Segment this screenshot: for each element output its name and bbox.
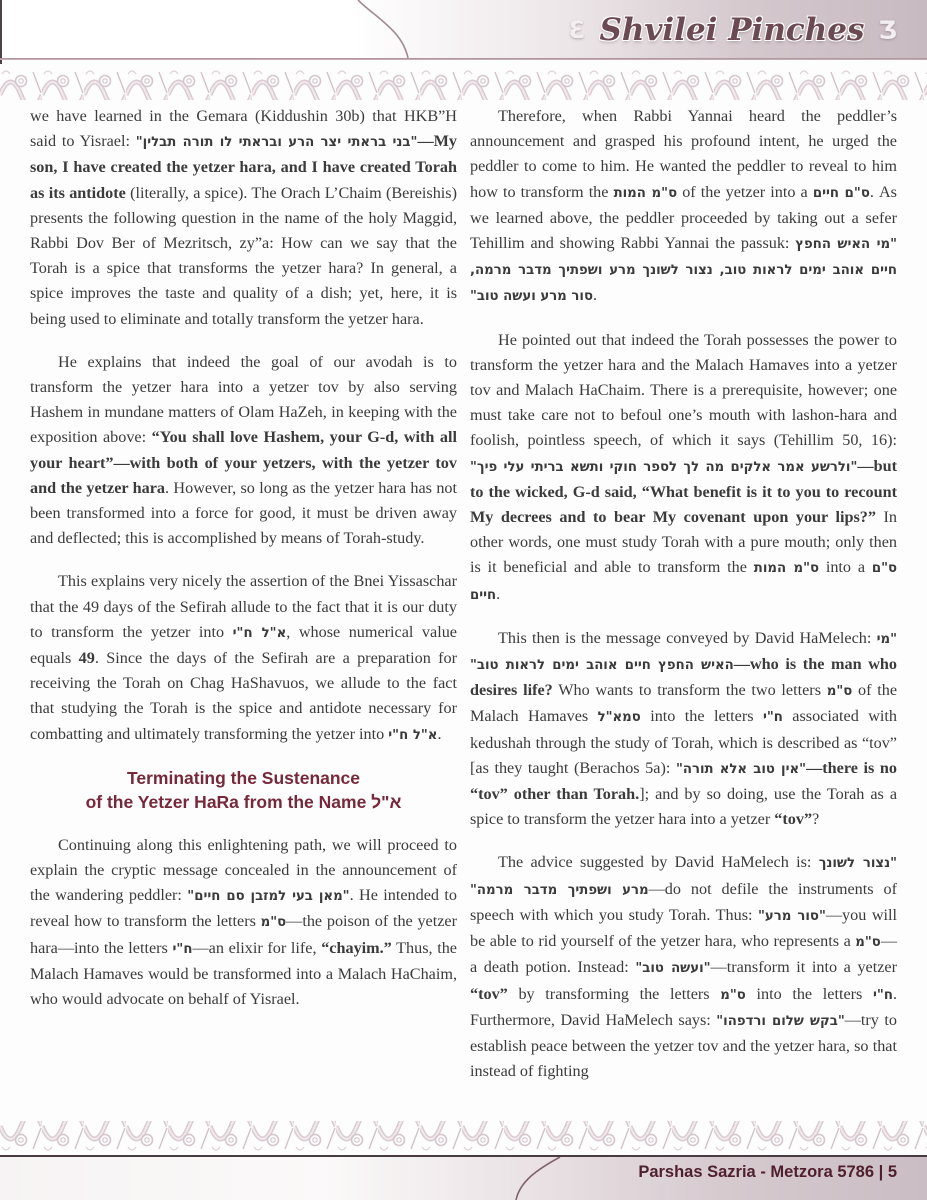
swirl-right-icon: Ʒ — [878, 16, 897, 44]
hebrew-text-run: ס"מ — [720, 987, 746, 1003]
text-run: ]; and by so doing, use the Torah as a spice to transform the yetzer hara into a yetzer — [470, 785, 898, 829]
text-run: The advice suggested by David HaMelech is: — [498, 853, 819, 872]
text-run: —you will be able to rid yourself of the yetzer hara, who represents a — [470, 905, 897, 951]
text-run: , whose numerical value equals — [30, 622, 457, 668]
text-run: He explains that indeed the goal of our avodah is to transform the yetzer hara into a yetzer tov by also serving Hashem in mundane matters of Olam HaZeh, in keeping with the exposition above: — [30, 352, 457, 447]
text-run: associated with kedushah through the study of Torah, which is described as “tov” [as they taught (Berachos 5a): — [470, 707, 897, 777]
text-run: Who wants to transform the two letters — [552, 681, 827, 700]
bold-text-run: “chayim.” — [321, 938, 392, 957]
paragraph — [470, 104, 897, 310]
hebrew-text-run: א"ל ח"י — [232, 625, 287, 641]
text-run: This explains very nicely the assertion of the Bnei Yissaschar that the 49 days of the Sefirah allude to the fact that it is our duty to transform the yetzer into — [30, 572, 457, 641]
text-run: . — [496, 584, 501, 603]
paragraph — [30, 350, 457, 552]
bold-text-run: —My son, I have created the yetzer hara, and I have created Torah as its antidote — [30, 132, 457, 202]
text-run: by transforming the letters — [507, 984, 721, 1003]
hebrew-text-run: "מי האיש החפץ חיים אוהב ימים לראות טוב" — [470, 631, 897, 674]
text-run: He pointed out that indeed the Torah possesses the power to transform the yetzer hara and the Malach Hamaves into a yetzer tov and Malach HaChaim. There is a prerequisite, however; one must take care not to befoul one’s mouth with lashon-hara and foolish, pointless speech, of which it says (Tehillim 50, 16): — [470, 330, 897, 450]
section-heading — [30, 766, 457, 815]
text-run: . — [592, 286, 598, 305]
hebrew-text-run: "בני בראתי יצר הרע ובראתי לו תורה תבלין" — [135, 135, 418, 151]
text-run: into the letters — [745, 984, 874, 1003]
lace-border-bottom — [0, 1121, 927, 1155]
paragraph — [470, 328, 897, 608]
paragraph — [30, 569, 457, 747]
text-run: we have learned in the Gemara (Kiddushin 30b) that HKB”H said to Yisrael: — [30, 107, 457, 151]
hebrew-text-run: "מי האיש החפץ חיים אוהב ימים לראות טוב, נצור לשונך מרע ושפתיך מדבר מרמה, סור מרע ועשה טוב" — [470, 237, 897, 305]
hebrew-text-run: ח"י — [873, 987, 893, 1003]
section-heading-line: Terminating the Sustenance — [126, 767, 361, 788]
text-run: (literally, a spice). The Orach L’Chaim (Bereishis) presents the following question in the name of the holy Maggid, Rabbi Dov Ber of Mezritsch, zy”a: How can we say that the Torah is a spice that transforms the yetzer hara? In general, a spice improves the taste and quality of a dish; yet, here, it is being used to eliminate and totally transform the yetzer hara. — [30, 183, 457, 328]
text-run: of the Malach Hamaves — [470, 681, 897, 726]
bold-text-run: —there is no “tov” other than Torah. — [470, 758, 897, 804]
text-run: . He intended to reveal how to transform the letters — [30, 886, 457, 931]
text-run: Thus, the Malach Hamaves would be transformed into a Malach HaChaim, who would advocate on behalf of Yisrael. — [30, 938, 457, 1009]
hebrew-text-run: ס"מ המות — [753, 561, 820, 577]
hebrew-text-run: ס"מ המות — [613, 185, 678, 201]
text-run: —transform it into a yetzer — [710, 958, 897, 977]
swirl-left-icon: Ɛ — [568, 16, 586, 44]
hebrew-text-run: ס"מ — [826, 684, 853, 700]
article-body — [30, 104, 897, 1120]
bold-text-run: 49 — [78, 649, 95, 668]
text-run: . However, so long as the yetzer hara has not been transformed into a force for good, it must be driven away and deflected; this is accomplished by means of Torah-study. — [30, 478, 458, 548]
hebrew-text-run: "מאן בעי למזבן סם חיים" — [187, 889, 350, 905]
bold-text-run: “You shall love Hashem, your G-d, with all your heart”—with both of your yetzers, with the yetzer tov and the yetzer hara — [30, 428, 457, 497]
column-left — [30, 104, 457, 1120]
text-run: Continuing along this enlightening path, we will proceed to explain the cryptic message concealed in the announcement of the wandering peddler: — [30, 835, 457, 905]
paragraph — [470, 626, 897, 833]
hebrew-text-run: ס"מ — [855, 935, 881, 951]
text-run: —an elixir for life, — [192, 938, 322, 957]
text-run: In other words, one must study Torah with a pure mouth; only then is it beneficial and able to transform the — [470, 508, 898, 577]
header-rule — [0, 58, 927, 60]
text-run: . Furthermore, David HaMelech says: — [470, 984, 898, 1029]
page-edge-mark — [0, 0, 2, 64]
hebrew-text-run: "אין טוב אלא תורה" — [675, 761, 807, 777]
footer-page-label: Parshas Sazria - Metzora 5786 | 5 — [638, 1163, 897, 1181]
lace-border-top — [0, 66, 927, 100]
bold-text-run: —but to the wicked, G-d said, “What benefit is it to you to recount My decrees and to bear My covenant upon your lips?” — [470, 456, 897, 527]
text-run: . — [437, 724, 442, 743]
text-run: into a — [819, 558, 872, 577]
text-run: —do not defile the instruments of speech with which you study Torah. Thus: — [470, 879, 897, 924]
text-run: —a death potion. Instead: — [470, 932, 897, 977]
hebrew-text-run: ס"ם חיים — [812, 185, 870, 201]
text-run: This then is the message conveyed by David HaMelech: — [498, 628, 877, 647]
hebrew-text-run: ח"י — [172, 941, 193, 957]
hebrew-text-run: "ולרשע אמר אלקים מה לך לספר חוקי ותשא בריתי עלי פיך" — [470, 459, 858, 475]
hebrew-text-run: "בקש שלום ורדפהו" — [716, 1013, 845, 1029]
hebrew-text-run: ס"ם חיים — [470, 561, 897, 603]
text-run: . Since the days of the Sefirah are a preparation for receiving the Torah on Chag HaShavuos, we allude to the fact that studying the Torah is the spice and antidote necessary for combatting and ultimately transforming the yetzer into — [30, 649, 457, 743]
section-heading-line: of the Yetzer HaRa from the Name א"ל — [85, 792, 402, 813]
bold-text-run: “tov” — [470, 984, 508, 1003]
hebrew-text-run: "נצור לשונך מרע ושפתיך מדבר מרמה" — [470, 856, 897, 898]
text-run: into the letters — [640, 707, 763, 726]
text-run: ? — [812, 810, 820, 829]
bold-text-run: “tov” — [774, 810, 813, 829]
text-run: of the yetzer into a — [677, 182, 813, 201]
hebrew-text-run: ס"מ — [260, 915, 287, 931]
hebrew-text-run: "ועשה טוב" — [635, 961, 711, 977]
hebrew-text-run: סמא"ל — [597, 710, 641, 726]
text-run: Therefore, when Rabbi Yannai heard the peddler’s announcement and grasped his profound intent, he urged the peddler to come to him. He wanted the peddler to reveal to him how to transform the — [470, 107, 897, 201]
text-run: . As we learned above, the peddler proceeded by taking out a sefer Tehillim and showing Rabbi Yannai the passuk: — [470, 182, 897, 253]
paragraph — [470, 850, 897, 1084]
text-run: —try to establish peace between the yetzer tov and the yetzer hara, so that instead of fighting — [470, 1010, 897, 1081]
page-title-text: Shvilei Pinches — [599, 12, 865, 48]
page-title — [569, 5, 897, 55]
bold-text-run: —who is the man who desires life? — [470, 655, 898, 700]
paragraph — [30, 833, 457, 1012]
hebrew-text-run: א"ל ח"י — [388, 727, 438, 743]
hebrew-text-run: "סור מרע" — [758, 908, 826, 924]
paragraph — [30, 104, 457, 332]
text-run: —the poison of the yetzer hara—into the letters — [30, 912, 457, 957]
hebrew-text-run: ח"י — [762, 710, 783, 726]
column-right — [470, 104, 897, 1120]
